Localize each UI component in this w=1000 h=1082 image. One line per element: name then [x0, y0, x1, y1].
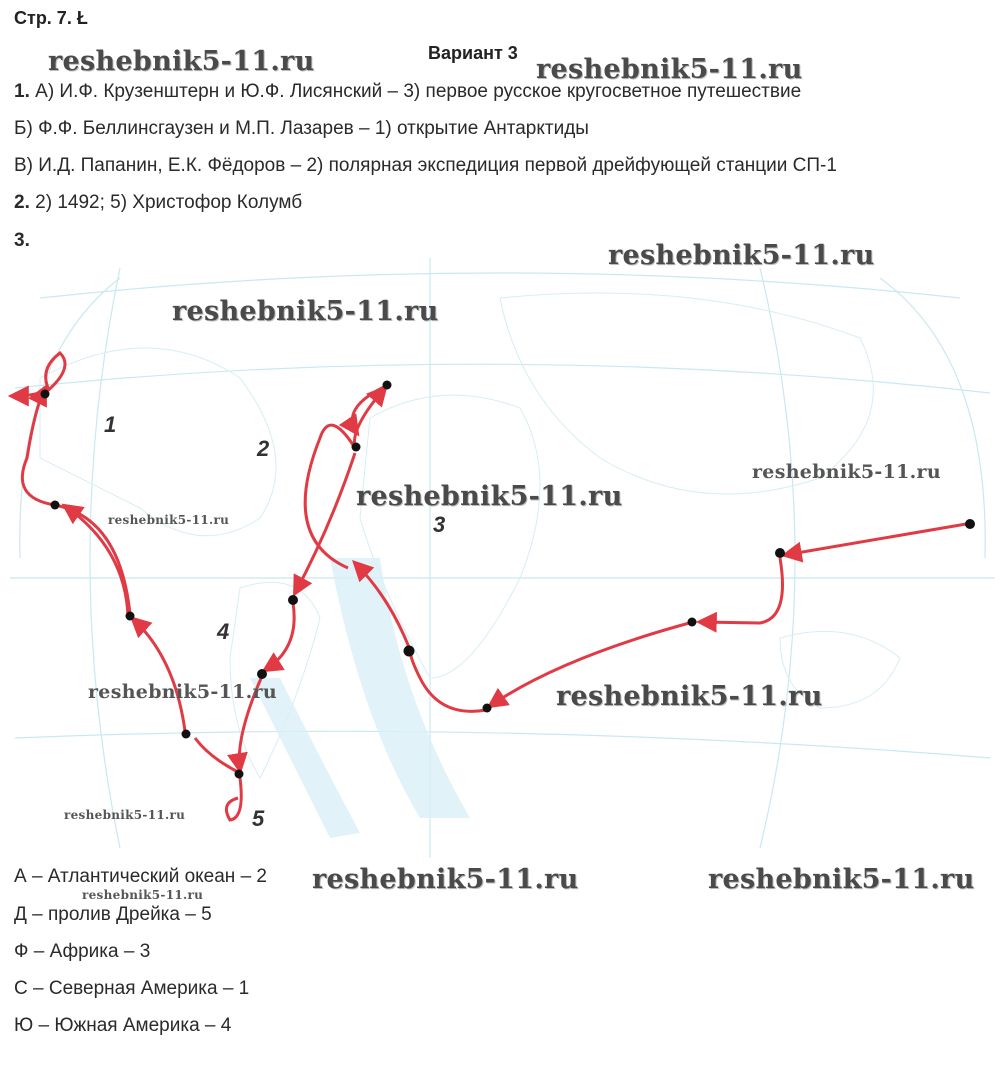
answer-yu: Ю – Южная Америка – 4 — [14, 1015, 232, 1036]
point — [126, 612, 135, 621]
watermark: reshebnik5-11.ru — [752, 461, 941, 483]
world-map — [0, 258, 1000, 858]
task3-number: 3. — [14, 230, 30, 251]
task1-line-c: В) И.Д. Папанин, Е.К. Фёдоров – 2) полярная экспедиция первой дрейфующей станции СП-1 — [14, 155, 837, 176]
map-label-3: 3 — [433, 512, 446, 537]
point — [235, 770, 244, 779]
map-label-4: 4 — [217, 619, 230, 644]
task1-line-b: Б) Ф.Ф. Беллинсгаузен и М.П. Лазарев – 1) открытие Антарктиды — [14, 118, 589, 139]
map-label-5: 5 — [252, 806, 265, 831]
answer-d: Д – пролив Дрейка – 5 — [14, 904, 212, 925]
watermark: reshebnik5-11.ru — [88, 681, 277, 703]
answer-f: Ф – Африка – 3 — [14, 941, 151, 962]
task1-number: 1. — [14, 81, 30, 102]
point — [775, 548, 785, 558]
watermark: reshebnik5-11.ru — [608, 240, 875, 271]
page-reference: Стр. 7. Ł — [14, 8, 88, 28]
watermark: reshebnik5-11.ru — [48, 46, 315, 77]
variant-title: Вариант 3 — [428, 43, 518, 63]
watermark: reshebnik5-11.ru — [356, 481, 623, 512]
watermark: reshebnik5-11.ru — [64, 808, 186, 822]
task2-line: 2. 2) 1492; 5) Христофор Колумб — [14, 192, 303, 213]
point — [688, 618, 697, 627]
answer-s: С – Северная Америка – 1 — [14, 978, 250, 999]
point — [383, 381, 392, 390]
point — [352, 443, 361, 452]
watermark: reshebnik5-11.ru — [536, 54, 803, 85]
point — [483, 704, 492, 713]
map-label-2: 2 — [257, 436, 270, 461]
point — [965, 519, 975, 529]
watermark: reshebnik5-11.ru — [108, 513, 230, 527]
watermark: reshebnik5-11.ru — [172, 296, 439, 327]
map-label-1: 1 — [104, 412, 117, 437]
task1-line-a: 1. А) И.Ф. Крузенштерн и Ю.Ф. Лисянский – 3) первое русское кругосветное путешествие — [14, 81, 802, 102]
point — [257, 669, 267, 679]
point — [182, 730, 191, 739]
watermark: reshebnik5-11.ru — [312, 864, 579, 895]
background-swoosh — [330, 558, 470, 818]
watermark: reshebnik5-11.ru — [708, 864, 975, 895]
point — [404, 646, 415, 657]
watermark: reshebnik5-11.ru — [556, 681, 823, 712]
point — [288, 595, 298, 605]
route-1 — [12, 353, 240, 773]
task2-number: 2. — [14, 192, 30, 213]
watermark: reshebnik5-11.ru — [82, 888, 204, 902]
answer-a: А – Атлантический океан – 2 — [14, 866, 267, 887]
route-points — [41, 381, 976, 779]
point — [41, 390, 50, 399]
point — [51, 501, 60, 510]
